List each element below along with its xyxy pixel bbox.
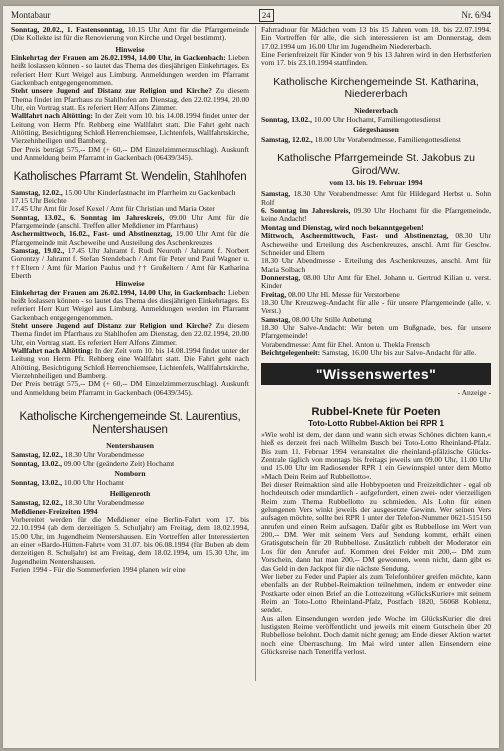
paragraph: Wallfahrt nach Altötting: In der Zeit vom 10. bis 14.08.1994 findet unter der Leitung von Herrn Pfr. Rehberg eine Wallfahrt statt. Die Fahrt geht nach Altötting, Besichtigung Schloß Herrenchiemsee, Lichtenfels, Wallfahrtskirche, Vierzehnheiligen und Bamberg. bbox=[11, 346, 249, 381]
paragraph: Sonntag, 13.02., 09.00 Uhr (geänderte Zeit) Hochamt bbox=[11, 458, 175, 468]
date-range: vom 13. bis 19. Februar 1994 bbox=[329, 178, 423, 188]
header-town: Montabaur bbox=[11, 10, 51, 20]
paragraph: Fahrradtour für Mädchen vom 13 bis 15 Jahren vom 18. bis 22.07.1994. Ein Vortreffen für alle, die sich interessieren ist am Donnerstag, dem 17.02.1994 um 16.00 Uhr im Jugendheim Niedererbach. bbox=[261, 25, 491, 51]
paragraph: 17.15 Uhr Beichte bbox=[11, 195, 67, 205]
section-title-nentershausen: Katholische Kirchengemeinde St. Laurentius, Nentershausen bbox=[19, 411, 241, 437]
paragraph: Der Preis beträgt 575,-- DM (+ 60,-- DM Einzelzimmerzuschlag). Auskunft und Anmeldung beim Pfarramt in Gackenbach (06439/345). bbox=[11, 379, 249, 397]
paragraph: 17.45 Uhr Amt für Josef Kexel / Amt für Christian und Maria Oster bbox=[11, 204, 215, 214]
paragraph: 18.30 Uhr Kreuzweg-Andacht für alle - für unsere Pfarrgemeinde (alle, v. Verst.) bbox=[261, 297, 491, 316]
header-rule bbox=[11, 23, 491, 24]
paragraph: 18.30 Uhr Abendmesse - Erteilung des Aschenkreuzes, anschl. Amt für Maria Solbach bbox=[261, 256, 491, 274]
paragraph: Mittwoch, Aschermittwoch, Fast- und Abstinenztag, 08.30 Uhr Ascheweihe und Erteilung des Aschenkreuzes, anschl. Amt für Geschw. Schneider und Eltern bbox=[261, 231, 491, 257]
paragraph: Aschermittwoch, 16.02., Fast- und Abstinenztag, 19.00 Uhr Amt für die Pfarrgemeinde mit Ascheweihe und Austeilung des Aschenkreuzes bbox=[11, 229, 250, 247]
section-title-girod: Katholische Pfarrgemeinde St. Jakobus zu Girod/Ww. bbox=[277, 152, 475, 177]
subheading: Heiligenroth bbox=[109, 488, 151, 498]
subheading-hinweise: Hinweise bbox=[115, 44, 145, 54]
column-divider bbox=[255, 26, 256, 681]
paragraph: Wer lieber zu Feder und Papier als zum Telefonhörer greifen möchte, kann ebenfalls an der Rubbel-Reimaktion teilnehmen, indem er entweder eine Postkarte oder einen Brief an die Lottozeitung »GlücksKurier« mit seinem Reim an Toto-Lotto Rheinland-Pfalz, Postfach 1820, 56068 Koblenz, sendet. bbox=[261, 571, 491, 615]
paragraph-heading: Meßdiener-Freizeiten 1994 bbox=[11, 506, 98, 516]
paragraph: Beichtgelegenheit: Samstag, 16.00 Uhr bis zur Salve-Andacht für alle. bbox=[261, 347, 477, 357]
right-column bbox=[261, 26, 491, 656]
paragraph: Steht unsere Jugend auf Distanz zur Religion und Kirche? Zu diesem Thema findet im Pfarrhaus zu Stahlhofen am Dienstag, den 22.02.1994, 20.00 Uhr, ein Vortrag statt. Es referiert Herr Alfons Zimmer. bbox=[11, 321, 249, 347]
article-title: Rubbel-Knete für Poeten bbox=[311, 405, 441, 418]
article-subtitle: Toto-Lotto Rubbel-Aktion bei RPR 1 bbox=[308, 418, 444, 428]
wissenswertes-banner: "Wissenswertes" bbox=[261, 363, 491, 385]
paragraph: Samstag, 12.02., 18.30 Uhr Vorabendmesse bbox=[11, 498, 145, 508]
paragraph: 18.30 Uhr Salve-Andacht: Wir beten um Bußgnade, bes. für unsere Pfarrgemeinde! bbox=[261, 322, 491, 341]
paragraph: Steht unsere Jugend auf Distanz zur Religion und Kirche? Zu diesem Thema findet im Pfarrhaus zu Stahlhofen am Dienstag, den 22.02.1994, 20.00 Uhr, ein Vortrag statt. Es referiert Herr Alfons Zimmer. bbox=[11, 86, 249, 113]
paragraph: »Wie wohl ist dem, der dann und wann sich etwas Schönes dichten kann,« hieß es derzeit frei nach Wilhelm Busch bei Toto-Lotto Rheinland-Pfalz. Bis zum 11. Februar 1994 veranstaltet die rheinland-pfälzische Glücks-Zentrale täglich von montags bis freitags jeweils um 09.00 Uhr, 11.00 Uhr und 15.00 Uhr im Radiosender RPR 1 ein Gewinnspiel unter dem Motto »Mach Dein Reim auf Rubbellotto«. bbox=[261, 430, 491, 481]
paragraph: Freitag, 08.00 Uhr Hl. Messe für Verstorbene bbox=[261, 289, 400, 299]
paragraph: Donnerstag, 08.00 Uhr Amt für Ehel. Johann u. Gertrud Kilian u. verst. Kinder bbox=[261, 272, 491, 291]
newspaper-page bbox=[3, 6, 499, 748]
advertisement-label: - Anzeige - bbox=[457, 388, 491, 398]
page-header bbox=[11, 10, 491, 22]
paragraph: Samstag, 12.02., 15.00 Uhr Kinderfastnacht im Pfarrheim zu Gackenbach bbox=[11, 187, 236, 197]
subheading: Nentershausen bbox=[106, 441, 154, 451]
paragraph: Sonntag, 13.02., 6. Sonntag im Jahreskreis, 09.00 Uhr Amt für die Pfarrgemeinde (anschl. Treffen aller Meßdiener im Pfarrhaus) bbox=[11, 212, 249, 230]
paragraph: Montag und Dienstag, wird noch bekanntgegeben! bbox=[261, 222, 424, 232]
paragraph: Eine Ferienfreizeit für Kinder von 9 bis 13 Jahren wird in den Herbstferien vom 17. bis 23.10.1994 stattfinden. bbox=[261, 50, 491, 68]
paragraph: Sonntag, 20.02., 1. Fastensonntag, 10.15 Uhr Amt für die Pfarrgemeinde (Die Kollekte ist für die Renovierung von Kirche und Orgel bestimmt). bbox=[11, 25, 249, 43]
paragraph: Vorbereitet werden für die Meßdiener eine Berlin-Fahrt vom 17. bis 22.10.1994 (ab dem derzeitigen 5. Schuljahr) am Freitag, dem 18.02.1994, 15.00 Uhr, im Jugendheim Nentershausen. Ein Vortreffen aller Interessierten an einer »Bardo-Hütten-Fahrt« vom 31.07. bis 06.08.1994 (für Buben ab dem derzeitigen 8. Schuljahr) ist am Freitag, dem 18.02.1994, um 15.30 Uhr, im Jugendheim Nentershausen. bbox=[11, 514, 249, 566]
subheading: Görgeshausen bbox=[353, 125, 399, 135]
paragraph: Samstag, 12.02., 18.00 Uhr Vorabendmesse, Familiengottesdienst bbox=[261, 134, 461, 144]
paragraph: Samstag, 18.30 Uhr Vorabendmesse: Amt für Hildegard Herbst u. Sohn Rolf bbox=[261, 189, 491, 207]
paragraph: Vorabendmesse: Amt für Ehel. Anton u. Thekla Frensch bbox=[261, 339, 430, 349]
paragraph: Ferien 1994 - Für die Sommerferien 1994 planen wir eine bbox=[11, 564, 186, 574]
header-page-number: 24 bbox=[259, 9, 274, 22]
paragraph: Wallfahrt nach Altötting: In der Zeit vom 10. bis 14.08.1994 findet unter der Leitung von Herrn Pfr. Rehberg eine Wallfahrt statt. Die Fahrt geht nach Altötting, Besichtigung Schloß Herrenchiemsee, Lichtenfels, Wallfahrtskirche, Vierzehnheiligen und Bamberg. bbox=[11, 111, 249, 146]
paragraph: Einkehrtag der Frauen am 26.02.1994, 14.00 Uhr, in Gackenbach: Lieben heißt loslassen können - so lautet das Thema des diesjährigen Einkehrtages. Es referiert Herr Kurt Weigel aus Limburg. Anmeldungen werden im Pfarramt Gackenbach entgegengenommen. bbox=[11, 287, 249, 322]
header-issue: Nr. 6/94 bbox=[461, 10, 491, 20]
subheading: Niedererbach bbox=[354, 105, 398, 115]
paragraph: Aus allen Einsendungen werden jede Woche im GlücksKurier die drei lustigsten Reime veröffentlicht und jeweils mit einem Gutschein über 20 Rubbellose belohnt. Doch damit nicht genug; am Ende dieser Aktion wartet noch eine Überraschung. Im Mai wird unter allen Einsendern eine Glücksreise nach Teneriffa verlost. bbox=[261, 613, 491, 656]
subheading-hinweise: Hinweise bbox=[115, 279, 145, 289]
paragraph: 6. Sonntag im Jahreskreis, 09.30 Uhr Hochamt für die Pfarrgemeinde, keine Andacht! bbox=[261, 206, 491, 224]
paragraph: Einkehrtag der Frauen am 26.02.1994, 14.00 Uhr, in Gackenbach: Lieben heißt loslassen können - so lautet das Thema des diesjährigen Einkehrtages. Es referiert Herr Kurt Weigel aus Limburg. Anmeldungen werden im Pfarramt Gackenbach entgegengenommen. bbox=[11, 53, 249, 88]
section-title-niedererbach: Katholische Kirchengemeinde St. Katharina, Niedererbach bbox=[273, 75, 479, 101]
paragraph: Sonntag, 13.02., 10.00 Uhr Hochamt, Familiengottesdienst bbox=[261, 115, 441, 125]
paragraph: Samstag, 12.02., 18.30 Uhr Vorabendmesse bbox=[11, 450, 145, 460]
left-column bbox=[11, 26, 249, 574]
section-title-stahlhofen: Katholisches Pfarramt St. Wendelin, Stahlhofen bbox=[13, 170, 247, 183]
paragraph: Bei dieser Reimaktion sind alle Hobbypoeten und Freizeitdichter - egal ob hochdeutsch oder mundartlich - aufgefordert, einen zwei- oder vierzeiligen Reim zum Thema Rubbellotto zu schmieden. Als Lohn für einen gelungenen Vers winkt jeweils der ausgesetzte Gewinn. Wer seinen Vers aufsagen möchte, sollte bei RPR 1 unter der Telefon-Nummer 0621-515150 anrufen und einen Reim aufsagen. Dafür gibt es Rubbellose im Wert von 200,-- DM. Wer mit seinem Vers auf Sendung kommt, erhält einen Gratisgutschein für 20 Rubbellose. Zusätzlich rubbelt der Moderator ein Los für den Anrufer auf. Kommen drei Felder mit 200,-- DM zum Vorschein, dann hat man 200,-- DM gewonnen, wenn nicht, dann gibt es das Geld in den Jackpot für die nächste Sendung. bbox=[261, 480, 491, 573]
paragraph: Der Preis beträgt 575,-- DM (+ 60,-- DM Einzelzimmerzuschlag). Auskunft und Anmeldung beim Pfarramt in Gackenbach (06439/345). bbox=[11, 144, 249, 163]
subheading: Nomborn bbox=[114, 469, 146, 479]
paragraph: Sonntag, 13.02., 10.00 Uhr Hochamt bbox=[11, 478, 124, 488]
paragraph: Samstag, 19.02., 17.45 Uhr Jahramt f. Rudi Neuroth / Jahramt f. Norbert Gorontzy / Jahramt f. Stefan Stendebach / Amt für Peter und Paul Wagner u. ††Eltern / Amt für Marion Paulus und †† Großeltern / Amt für Katharina Eberth bbox=[11, 245, 249, 280]
paragraph: Samstag, 08.00 Uhr Stille Anbetung bbox=[261, 314, 372, 324]
